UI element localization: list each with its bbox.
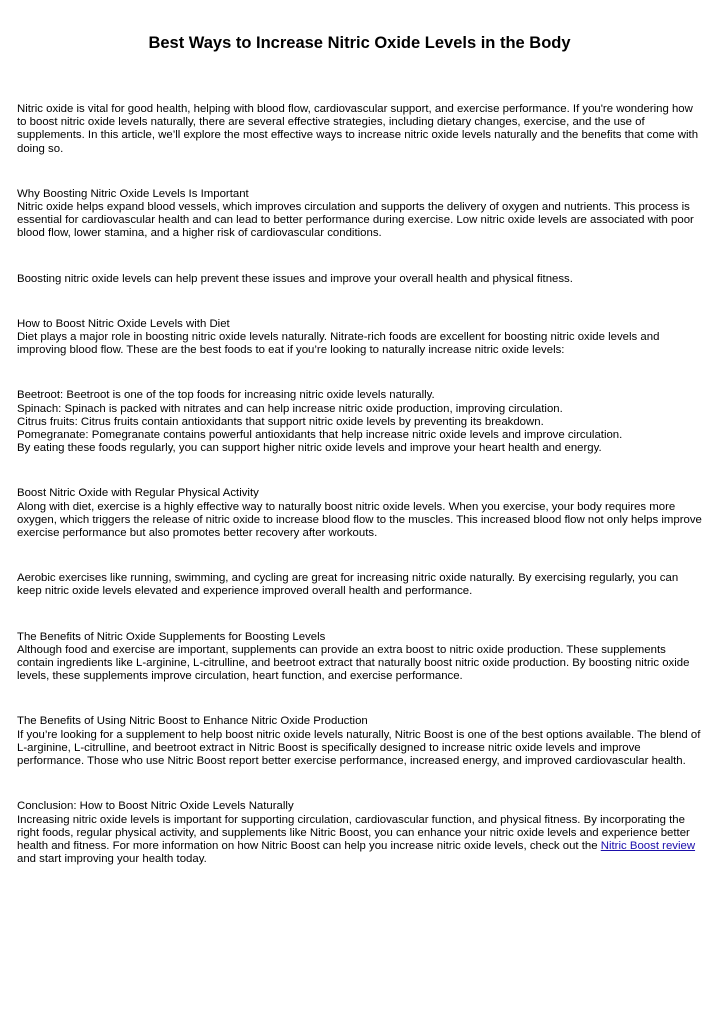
section-paragraph: If you’re looking for a supplement to help boost nitric oxide levels naturally, Nitric Boost is one of the best options available. The blend of L-arginine, L-citrulline, and beetroot extract in Nitric Boost is specifically designed to increase nitric oxide levels and improve performance. Those who use Nitric Boost report better exercise performance, increased energy, and improved cardiovascular health. xyxy=(17,728,701,768)
section-paragraph: Along with diet, exercise is a highly effective way to naturally boost nitric oxide levels. When you exercise, your body requires more oxygen, which triggers the release of nitric oxide to increase blood flow to the muscles. This increased blood flow not only helps improve exercise performance but also promotes better recovery after workouts. xyxy=(17,500,702,540)
section-heading: Conclusion: How to Boost Nitric Oxide Levels Naturally xyxy=(17,800,294,813)
section-heading: The Benefits of Using Nitric Boost to Enhance Nitric Oxide Production xyxy=(17,715,368,728)
page-title: Best Ways to Increase Nitric Oxide Levels in the Body xyxy=(148,34,571,52)
section-conclusion xyxy=(17,800,705,866)
list-item: Pomegranate: Pomegranate contains powerful antioxidants that help increase nitric oxide levels and improve circulation. xyxy=(17,429,623,442)
aerobic-paragraph: Aerobic exercises like running, swimming, and cycling are great for increasing nitric oxide naturally. By exercising regularly, you can keep nitric oxide levels elevated and experience improved overall health and performance. xyxy=(17,572,679,598)
section-heading: Boost Nitric Oxide with Regular Physical Activity xyxy=(17,487,259,500)
foods-list xyxy=(17,389,705,455)
conclusion-text-after-link: and start improving your health today. xyxy=(17,853,207,866)
section-why xyxy=(17,188,705,241)
list-item: Beetroot: Beetroot is one of the top foods for increasing nitric oxide levels naturally. xyxy=(17,389,435,402)
section-heading: How to Boost Nitric Oxide Levels with Diet xyxy=(17,317,230,330)
section-paragraph: Diet plays a major role in boosting nitric oxide levels naturally. Nitrate-rich foods are excellent for boosting nitric oxide levels and improving blood flow. These are the best foods to eat if you’re looking to naturally increase nitric oxide levels: xyxy=(17,331,660,357)
boosting-paragraph: Boosting nitric oxide levels can help prevent these issues and improve your overall health and physical fitness. xyxy=(17,272,573,285)
section-paragraph: Although food and exercise are important, supplements can provide an extra boost to nitric oxide production. These supplements contain ingredients like L-arginine, L-citrulline, and beetroot extract that naturally boost nitric oxide production. By boosting nitric oxide levels, these supplements improve circulation, heart function, and exercise performance. xyxy=(17,643,690,683)
section-diet xyxy=(17,318,705,358)
intro-paragraph: Nitric oxide is vital for good health, helping with blood flow, cardiovascular support, and exercise performance. If you're wondering how to boost nitric oxide levels naturally, there are several effective strategies, including dietary changes, exercise, and the use of supplements. In this article, we’ll explore the most effective ways to increase nitric oxide levels naturally and the benefits that come with doing so. xyxy=(17,103,699,155)
section-paragraph: Nitric oxide helps expand blood vessels, which improves circulation and supports the delivery of oxygen and nutrients. This process is essential for cardiovascular health and can lead to better performance during exercise. Low nitric oxide levels are associated with poor blood flow, lower stamina, and a higher risk of cardiovascular conditions. xyxy=(17,201,694,240)
nitric-boost-review-link[interactable]: Nitric Boost review xyxy=(600,839,696,852)
list-item: Spinach: Spinach is packed with nitrates and can help increase nitric oxide production, improving circulation. xyxy=(17,402,563,415)
section-nitric-boost xyxy=(17,715,705,768)
list-item: By eating these foods regularly, you can support higher nitric oxide levels and improve your heart health and energy. xyxy=(17,442,602,455)
document-body xyxy=(17,103,705,866)
section-supplements xyxy=(17,631,705,684)
section-exercise xyxy=(17,487,705,540)
section-heading: The Benefits of Nitric Oxide Supplements for Boosting Levels xyxy=(17,630,326,643)
conclusion-text-before-link: Increasing nitric oxide levels is important for supporting circulation, cardiovascular function, and physical fitness. By incorporating the right foods, regular physical activity, and supplements like Nitric Boost, you can enhance your nitric oxide levels and experience better health and fitness. For more information on how Nitric Boost can help you increase nitric oxide levels, check out the xyxy=(17,813,690,852)
section-heading: Why Boosting Nitric Oxide Levels Is Important xyxy=(17,187,249,200)
list-item: Citrus fruits: Citrus fruits contain antioxidants that support nitric oxide levels by preventing its breakdown. xyxy=(17,415,544,428)
section-paragraph xyxy=(17,814,705,867)
